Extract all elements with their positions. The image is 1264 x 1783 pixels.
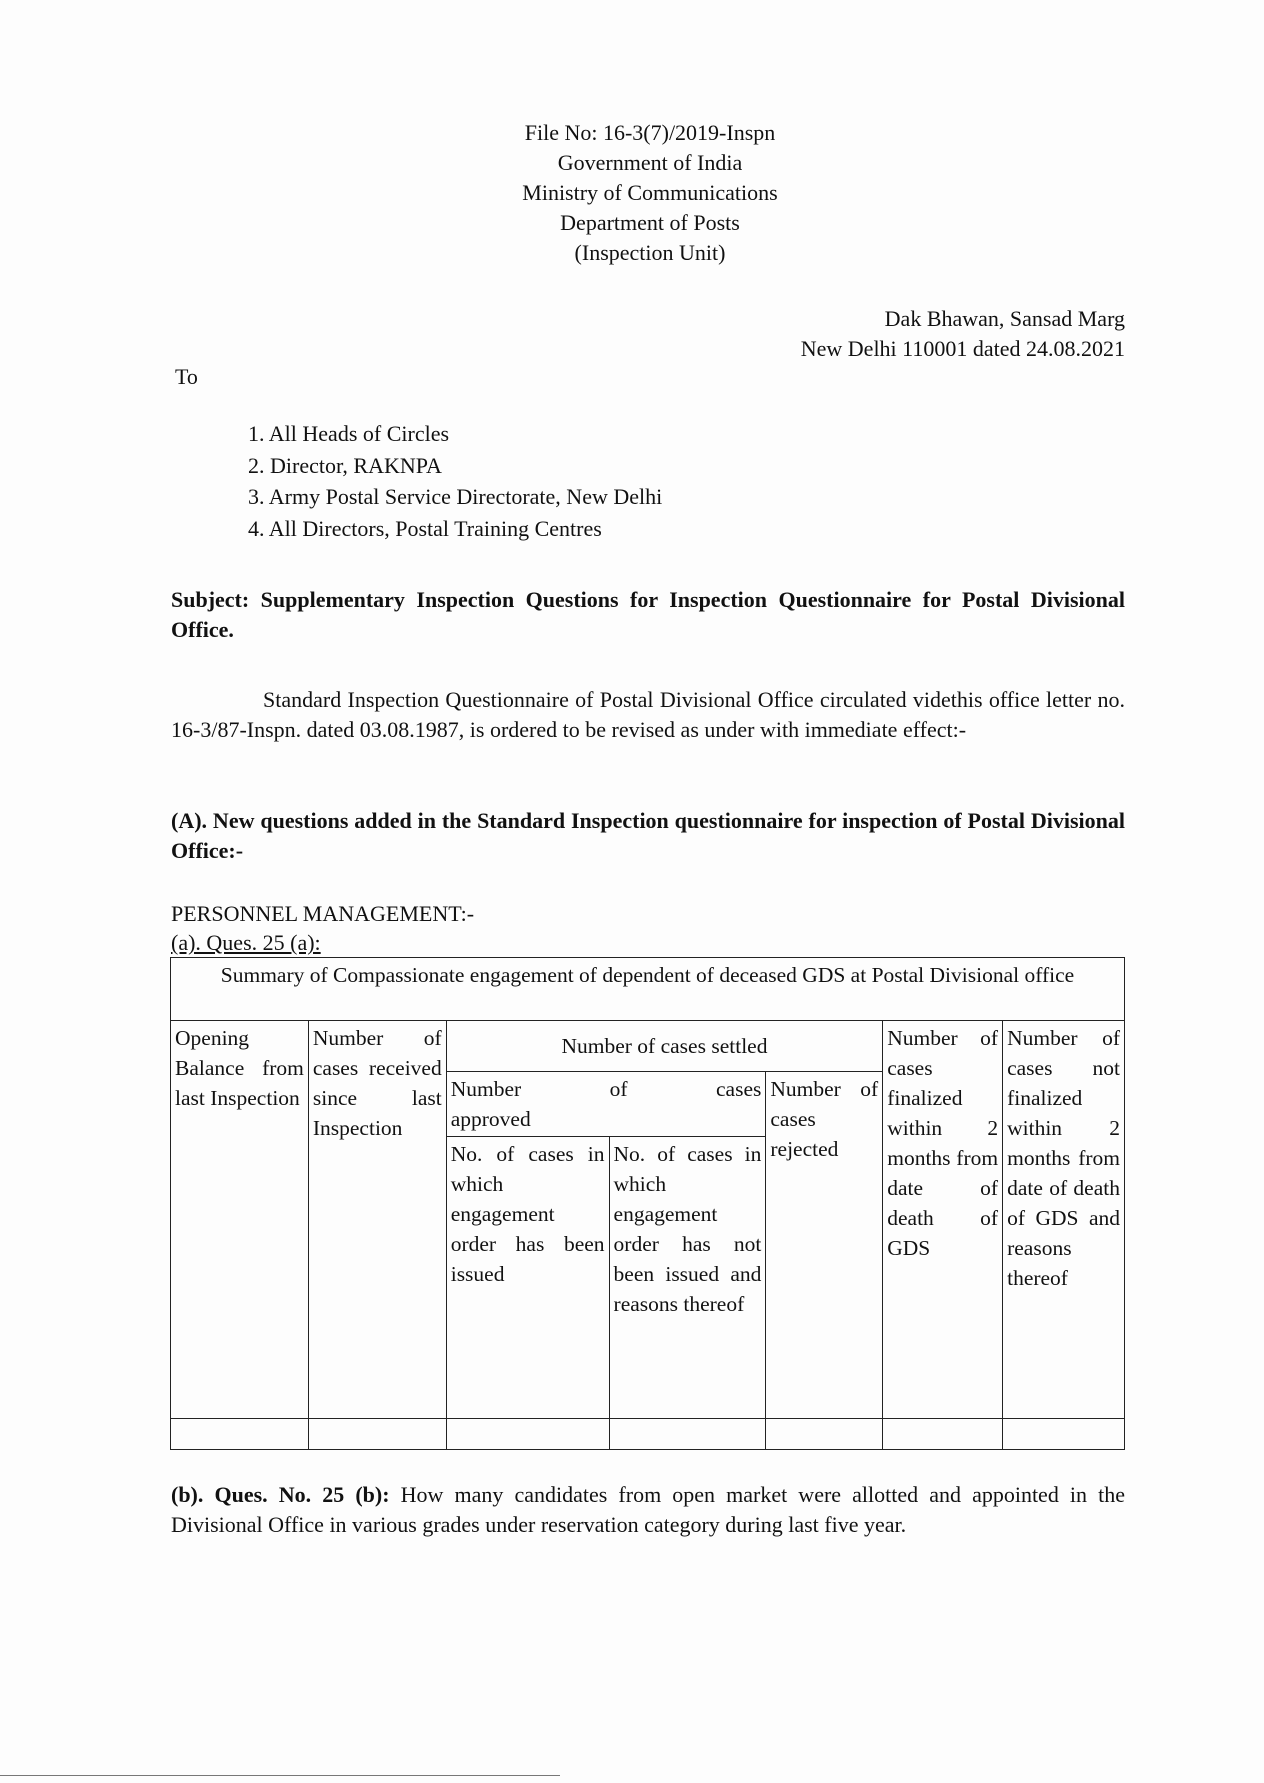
- section-a-heading: (A). New questions added in the Standard Inspection questionnaire for inspection of Postal Divisional Office:-: [171, 808, 1125, 863]
- header-finalized: Number of cases finalized within 2 months from date of death of GDS: [883, 1021, 1003, 1419]
- address-block: [801, 304, 1125, 364]
- question-25b: [171, 1480, 1125, 1540]
- recipient-list: [248, 418, 662, 544]
- question-25a-label: (a). Ques. 25 (a):: [171, 930, 321, 955]
- question-25b-text: How many candidates from open market were allotted and appointed in the Divisional Office in various grades under reservation category during last five year.: [171, 1482, 1125, 1537]
- table-cell: [446, 1419, 609, 1450]
- header-line: Ministry of Communications: [522, 180, 778, 205]
- header-cases-settled: Number of cases settled: [446, 1021, 883, 1072]
- header-cases-rejected: Number of cases rejected: [766, 1072, 883, 1419]
- file-number: File No: 16-3(7)/2019-Inspn: [524, 120, 776, 145]
- header-line: (Inspection Unit): [574, 240, 726, 265]
- scan-edge-line: [0, 1775, 560, 1776]
- header-line: Government of India: [557, 150, 743, 175]
- table-cell: [1003, 1419, 1125, 1450]
- header-cases-approved: Number of cases approved: [446, 1072, 766, 1137]
- address-line: Dak Bhawan, Sansad Marg: [884, 306, 1125, 331]
- address-date-line: New Delhi 110001 dated 24.08.2021: [800, 336, 1125, 361]
- header-order-issued: No. of cases in which engagement order has been issued: [446, 1137, 609, 1419]
- recipient: 1. All Heads of Circles: [248, 421, 450, 446]
- header-cases-received: Number of cases received since last Inspection: [308, 1021, 446, 1419]
- table-cell: [308, 1419, 446, 1450]
- table-title: Summary of Compassionate engagement of dependent of deceased GDS at Postal Divisional office: [171, 958, 1125, 1021]
- compassionate-engagement-table: [170, 957, 1125, 1450]
- to-label: To: [175, 364, 198, 389]
- table-cell: [171, 1419, 309, 1450]
- body-paragraph: Standard Inspection Questionnaire of Postal Divisional Office circulated videthis office letter no. 16-3/87-Inspn. dated 03.08.1987, is ordered to be revised as under with immediate effect:-: [171, 687, 1125, 742]
- letter-header: [400, 118, 900, 268]
- section-personnel-heading: PERSONNEL MANAGEMENT:-: [171, 901, 475, 926]
- subject: Subject: Supplementary Inspection Questions for Inspection Questionnaire for Postal Divisional Office.: [171, 587, 1125, 642]
- question-25b-label: (b). Ques. No. 25 (b):: [171, 1482, 390, 1507]
- recipient: 3. Army Postal Service Directorate, New Delhi: [248, 484, 663, 509]
- table-row: [171, 1419, 1125, 1450]
- header-order-not-issued: No. of cases in which engagement order has not been issued and reasons thereof: [609, 1137, 766, 1419]
- recipient: 4. All Directors, Postal Training Centres: [248, 515, 602, 541]
- header-not-finalized: Number of cases not finalized within 2 months from date of death of GDS and reasons thereof: [1003, 1021, 1125, 1419]
- header-line: Department of Posts: [560, 210, 740, 235]
- header-opening-balance: Opening Balance from last Inspection: [171, 1021, 309, 1419]
- table-cell: [883, 1419, 1003, 1450]
- table-cell: [766, 1419, 883, 1450]
- recipient: 2. Director, RAKNPA: [248, 452, 442, 478]
- table-cell: [609, 1419, 766, 1450]
